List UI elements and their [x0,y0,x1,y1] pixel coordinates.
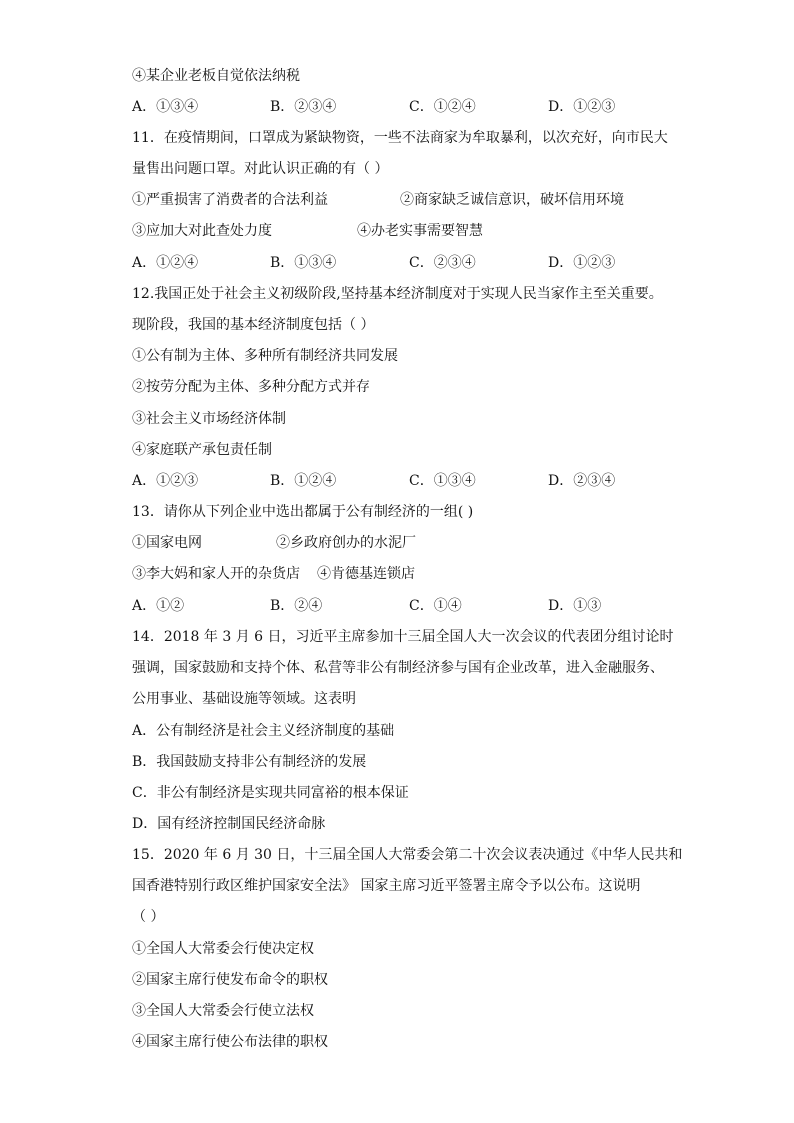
q11-option-c: C．②③④ [409,255,476,271]
q13-items-row-2 [132,564,692,584]
q12-option-a: A．①②③ [132,473,199,489]
q12-options [132,471,652,491]
q13-item-4: ④肯德基连锁店 [317,566,415,582]
q14-choice-a: A．公有制经济是社会主义经济制度的基础 [132,723,395,739]
q14-stem-line-2: 强调，国家鼓励和支持个体、私营等非公有制经济参与国有企业改革，进入金融服务、 [132,660,664,676]
q11-stem-line-2: 量售出问题口罩。对此认识正确的有（ ） [132,161,389,177]
q13-option-c: C．①④ [409,598,462,614]
q11-item-3: ③应加大对此查处力度 [132,223,272,239]
q12-item-4: ④家庭联产承包责任制 [132,442,272,458]
q13-option-d: D．①③ [548,598,602,614]
q12-option-d: D．②③④ [548,473,616,489]
q10-option-d: D．①②③ [548,99,616,115]
q11-item-1: ①严重损害了消费者的合法利益 [132,192,328,208]
q15-item-3: ③全国人大常委会行使立法权 [132,1003,314,1019]
q11-options [132,253,652,273]
q13-item-1: ①国家电网 [132,535,202,551]
q14-choice-c: C．非公有制经济是实现共同富裕的根本保证 [132,785,409,801]
q13-item-2: ②乡政府创办的水泥厂 [276,535,416,551]
q12-item-1: ①公有制为主体、多种所有制经济共同发展 [132,348,398,364]
q13-items-row-1 [132,533,692,553]
q13-item-3: ③李大妈和家人开的杂货店 [132,566,300,582]
q11-option-b: B．①③④ [270,255,337,271]
q13-stem: 13．请你从下列企业中选出都属于公有制经济的一组( ) [132,504,474,520]
q15-item-4: ④国家主席行使公布法律的职权 [132,1034,328,1050]
q15-item-1: ①全国人大常委会行使决定权 [132,941,314,957]
q12-item-2: ②按劳分配为主体、多种分配方式并存 [132,379,370,395]
q11-option-d: D．①②③ [548,255,616,271]
q11-option-a: A．①②④ [132,255,199,271]
q13-options [132,596,652,616]
q12-option-c: C．①③④ [409,473,476,489]
q12-stem-line-1: 12.我国正处于社会主义初级阶段,坚持基本经济制度对于实现人民当家作主至关重要。 [132,286,663,302]
q10-item-4: ④某企业老板自觉依法纳税 [132,68,300,84]
q10-option-b: B．②③④ [270,99,337,115]
q15-stem-line-2: 国香港特别行政区维护国家安全法》 国家主席习近平签署主席令予以公布。这说明 [132,878,641,894]
q14-choice-b: B．我国鼓励支持非公有制经济的发展 [132,754,367,770]
q14-stem-line-3: 公用事业、基础设施等领域。这表明 [132,691,356,707]
q11-items-row-1 [132,190,692,210]
q14-choice-d: D．国有经济控制国民经济命脉 [132,816,326,832]
q11-items-row-2 [132,221,692,241]
q11-stem-line-1: 11．在疫情期间，口罩成为紧缺物资，一些不法商家为牟取暴利，以次充好，向市民大 [132,130,668,146]
q11-item-4: ④办老实事需要智慧 [357,223,483,239]
q13-option-a: A．①② [132,598,185,614]
q15-stem-line-3: （ ） [132,909,165,925]
q10-option-c: C．①②④ [409,99,476,115]
q15-stem-line-1: 15．2020 年 6 月 30 日，十三届全国人大常委会第二十次会议表决通过《中华人民共和 [132,847,683,863]
q13-option-b: B．②④ [270,598,323,614]
q14-stem-line-1: 14．2018 年 3 月 6 日，习近平主席参加十三届全国人大一次会议的代表团分组讨论时 [132,629,674,645]
q12-item-3: ③社会主义市场经济体制 [132,411,286,427]
q12-option-b: B．①②④ [270,473,337,489]
q12-stem-line-2: 现阶段，我国的基本经济制度包括（ ） [132,317,375,333]
q10-option-a: A．①③④ [132,99,199,115]
q10-options [132,97,652,117]
q11-item-2: ②商家缺乏诚信意识，破坏信用环境 [400,192,624,208]
q15-item-2: ②国家主席行使发布命令的职权 [132,972,328,988]
